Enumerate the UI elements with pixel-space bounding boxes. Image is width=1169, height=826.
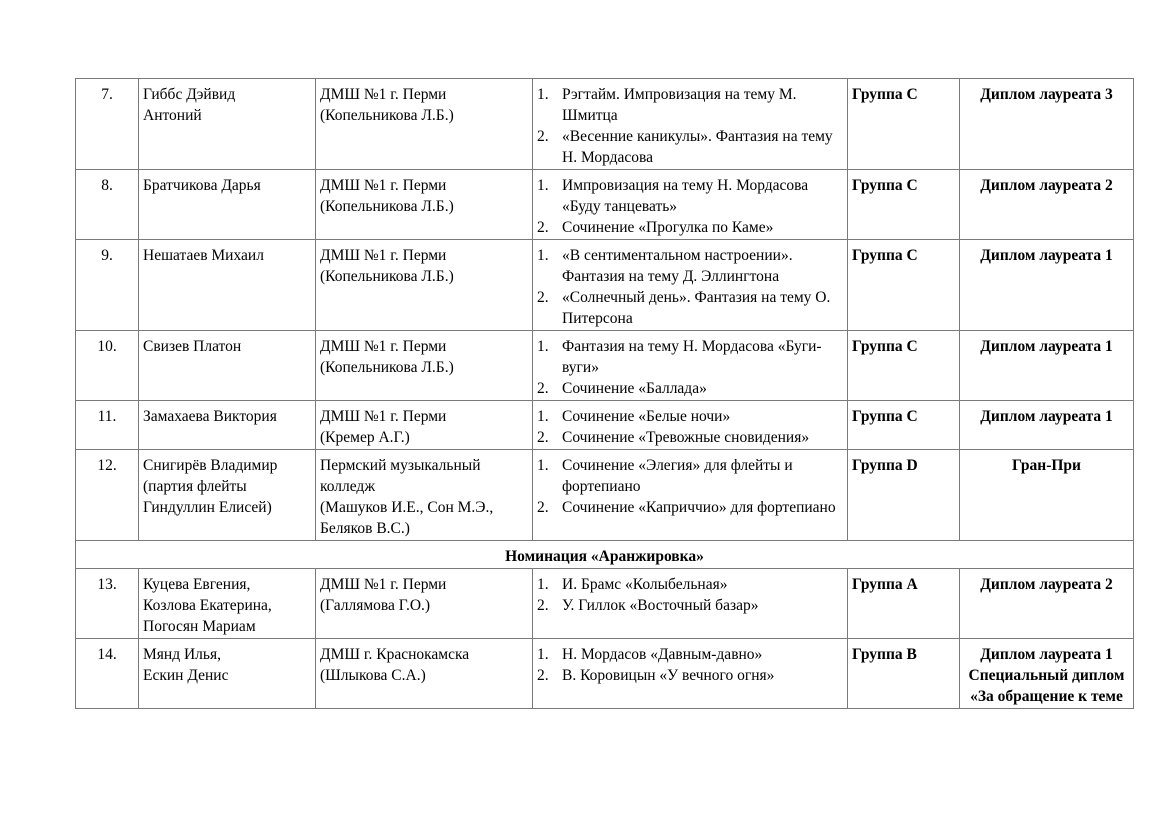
participant-name bbox=[139, 170, 316, 240]
school-cell bbox=[316, 240, 533, 331]
work-item bbox=[537, 175, 843, 217]
row-number: 10. bbox=[76, 331, 139, 401]
works-list bbox=[537, 644, 843, 686]
award-line: Диплом лауреата 1 bbox=[980, 408, 1113, 425]
school-line: ДМШ №1 г. Перми bbox=[320, 247, 447, 264]
table-row bbox=[76, 331, 1134, 401]
works-list bbox=[537, 245, 843, 329]
row-number: 7. bbox=[76, 79, 139, 170]
work-number: 2. bbox=[537, 289, 549, 306]
award-cell bbox=[960, 569, 1134, 639]
works-cell bbox=[533, 240, 848, 331]
participant-line: Мянд Илья, bbox=[143, 646, 221, 663]
participant-line: Антоний bbox=[143, 107, 202, 124]
work-item bbox=[537, 497, 843, 518]
group-cell: Группа С bbox=[848, 79, 960, 170]
work-title: Н. Мордасов «Давным-давно» bbox=[562, 646, 763, 663]
works-cell bbox=[533, 639, 848, 709]
work-title: И. Брамс «Колыбельная» bbox=[562, 576, 728, 593]
section-header bbox=[76, 541, 1134, 569]
participant-line: Гиббс Дэйвид bbox=[143, 86, 236, 103]
work-number: 1. bbox=[537, 576, 549, 593]
works-list bbox=[537, 175, 843, 238]
row-number: 13. bbox=[76, 569, 139, 639]
work-number: 1. bbox=[537, 408, 549, 425]
work-title: Сочинение «Тревожные сновидения» bbox=[562, 429, 810, 446]
work-title: Импровизация на тему Н. Мордасова «Буду танцевать» bbox=[562, 177, 809, 215]
table-row bbox=[76, 639, 1134, 709]
work-number: 1. bbox=[537, 646, 549, 663]
award-line: Диплом лауреата 2 bbox=[980, 576, 1113, 593]
work-title: Сочинение «Белые ночи» bbox=[562, 408, 731, 425]
work-item bbox=[537, 644, 843, 665]
work-number: 2. bbox=[537, 219, 549, 236]
work-title: У. Гиллок «Восточный базар» bbox=[562, 597, 759, 614]
group-cell: Группа С bbox=[848, 240, 960, 331]
award-line: Диплом лауреата 3 bbox=[980, 86, 1113, 103]
school-line: (Кремер А.Г.) bbox=[320, 429, 410, 446]
results-table bbox=[75, 78, 1134, 709]
award-line: Диплом лауреата 1 bbox=[980, 646, 1113, 663]
school-line: ДМШ №1 г. Перми bbox=[320, 338, 447, 355]
participant-line: Нешатаев Михаил bbox=[143, 247, 264, 264]
participant-line: Свизев Платон bbox=[143, 338, 242, 355]
work-number: 1. bbox=[537, 177, 549, 194]
table-row bbox=[76, 569, 1134, 639]
work-title: «Весенние каникулы». Фантазия на тему Н. Мордасова bbox=[562, 128, 833, 166]
row-number: 9. bbox=[76, 240, 139, 331]
school-line: (Копельникова Л.Б.) bbox=[320, 359, 454, 376]
table-row bbox=[76, 450, 1134, 541]
award-line: Диплом лауреата 1 bbox=[980, 338, 1113, 355]
participant-name bbox=[139, 639, 316, 709]
works-cell bbox=[533, 401, 848, 450]
award-line: Специальный диплом «За обращение к теме bbox=[968, 667, 1125, 705]
school-cell bbox=[316, 79, 533, 170]
work-item bbox=[537, 126, 843, 168]
work-item bbox=[537, 378, 843, 399]
work-title: «Солнечный день». Фантазия на тему О. Питерсона bbox=[562, 289, 831, 327]
work-title: В. Коровицын «У вечного огня» bbox=[562, 667, 775, 684]
group-cell: Группа В bbox=[848, 639, 960, 709]
works-list bbox=[537, 455, 843, 518]
work-item bbox=[537, 336, 843, 378]
award-line: Диплом лауреата 1 bbox=[980, 247, 1113, 264]
work-number: 2. bbox=[537, 429, 549, 446]
school-cell bbox=[316, 569, 533, 639]
works-cell bbox=[533, 569, 848, 639]
work-number: 1. bbox=[537, 86, 549, 103]
works-list bbox=[537, 574, 843, 616]
work-item bbox=[537, 217, 843, 238]
school-cell bbox=[316, 639, 533, 709]
school-cell bbox=[316, 331, 533, 401]
participant-name bbox=[139, 450, 316, 541]
participant-line: Снигирёв Владимир bbox=[143, 457, 278, 474]
works-list bbox=[537, 406, 843, 448]
work-title: Фантазия на тему Н. Мордасова «Буги-вуги» bbox=[562, 338, 822, 376]
works-list bbox=[537, 336, 843, 399]
table-row bbox=[76, 170, 1134, 240]
work-number: 2. bbox=[537, 597, 549, 614]
participant-line: Гиндуллин Елисей) bbox=[143, 499, 272, 516]
work-item bbox=[537, 595, 843, 616]
work-title: «В сентиментальном настроении». Фантазия на тему Д. Эллингтона bbox=[562, 247, 793, 285]
work-title: Рэгтайм. Импровизация на тему М. Шмитца bbox=[562, 86, 797, 124]
award-line: Гран-При bbox=[1012, 457, 1081, 474]
school-cell bbox=[316, 450, 533, 541]
school-line: Пермский музыкальный колледж bbox=[320, 457, 481, 495]
work-item bbox=[537, 665, 843, 686]
table-row bbox=[76, 79, 1134, 170]
school-line: ДМШ №1 г. Перми bbox=[320, 86, 447, 103]
participant-line: Братчикова Дарья bbox=[143, 177, 261, 194]
participant-line: Ескин Денис bbox=[143, 667, 229, 684]
row-number: 8. bbox=[76, 170, 139, 240]
group-cell: Группа С bbox=[848, 401, 960, 450]
works-cell bbox=[533, 170, 848, 240]
school-line: (Шлыкова С.А.) bbox=[320, 667, 426, 684]
work-item bbox=[537, 245, 843, 287]
work-item bbox=[537, 406, 843, 427]
works-cell bbox=[533, 450, 848, 541]
work-item bbox=[537, 574, 843, 595]
school-line: ДМШ №1 г. Перми bbox=[320, 177, 447, 194]
participant-line: (партия флейты bbox=[143, 478, 247, 495]
group-cell: Группа С bbox=[848, 170, 960, 240]
school-line: ДМШ №1 г. Перми bbox=[320, 408, 447, 425]
school-cell bbox=[316, 170, 533, 240]
participant-line: Замахаева Виктория bbox=[143, 408, 277, 425]
works-list bbox=[537, 84, 843, 168]
work-item bbox=[537, 84, 843, 126]
participant-name bbox=[139, 331, 316, 401]
nomination-row bbox=[76, 541, 1134, 569]
nomination-title: Номинация «Аранжировка» bbox=[76, 541, 1134, 569]
work-number: 1. bbox=[537, 247, 549, 264]
row-number: 12. bbox=[76, 450, 139, 541]
school-line: (Копельникова Л.Б.) bbox=[320, 198, 454, 215]
participant-name bbox=[139, 79, 316, 170]
work-title: Сочинение «Каприччио» для фортепиано bbox=[562, 499, 836, 516]
participant-line: Козлова Екатерина, bbox=[143, 597, 272, 614]
works-cell bbox=[533, 331, 848, 401]
work-number: 1. bbox=[537, 338, 549, 355]
group-cell: Группа D bbox=[848, 450, 960, 541]
award-cell bbox=[960, 331, 1134, 401]
work-number: 2. bbox=[537, 499, 549, 516]
participant-name bbox=[139, 401, 316, 450]
work-number: 2. bbox=[537, 667, 549, 684]
work-number: 1. bbox=[537, 457, 549, 474]
award-cell bbox=[960, 450, 1134, 541]
works-cell bbox=[533, 79, 848, 170]
row-number: 14. bbox=[76, 639, 139, 709]
work-item bbox=[537, 427, 843, 448]
participant-name bbox=[139, 569, 316, 639]
participant-name bbox=[139, 240, 316, 331]
work-title: Сочинение «Элегия» для флейты и фортепиано bbox=[562, 457, 793, 495]
school-line: ДМШ г. Краснокамска bbox=[320, 646, 470, 663]
work-number: 2. bbox=[537, 128, 549, 145]
work-item bbox=[537, 287, 843, 329]
school-line: ДМШ №1 г. Перми bbox=[320, 576, 447, 593]
work-title: Сочинение «Баллада» bbox=[562, 380, 707, 397]
award-line: Диплом лауреата 2 bbox=[980, 177, 1113, 194]
row-number: 11. bbox=[76, 401, 139, 450]
school-line: (Галлямова Г.О.) bbox=[320, 597, 431, 614]
award-cell bbox=[960, 170, 1134, 240]
results-table-body bbox=[76, 79, 1134, 541]
work-title: Сочинение «Прогулка по Каме» bbox=[562, 219, 774, 236]
school-line: (Копельникова Л.Б.) bbox=[320, 268, 454, 285]
award-cell bbox=[960, 401, 1134, 450]
table-row bbox=[76, 240, 1134, 331]
work-number: 2. bbox=[537, 380, 549, 397]
table-row bbox=[76, 401, 1134, 450]
participant-line: Куцева Евгения, bbox=[143, 576, 251, 593]
group-cell: Группа А bbox=[848, 569, 960, 639]
award-cell bbox=[960, 240, 1134, 331]
results-table-body-arrangement bbox=[76, 569, 1134, 709]
award-cell bbox=[960, 79, 1134, 170]
group-cell: Группа С bbox=[848, 331, 960, 401]
school-line: (Копельникова Л.Б.) bbox=[320, 107, 454, 124]
school-line: (Машуков И.Е., Сон М.Э., Беляков В.С.) bbox=[320, 499, 494, 537]
school-cell bbox=[316, 401, 533, 450]
award-cell bbox=[960, 639, 1134, 709]
work-item bbox=[537, 455, 843, 497]
participant-line: Погосян Мариам bbox=[143, 618, 256, 635]
